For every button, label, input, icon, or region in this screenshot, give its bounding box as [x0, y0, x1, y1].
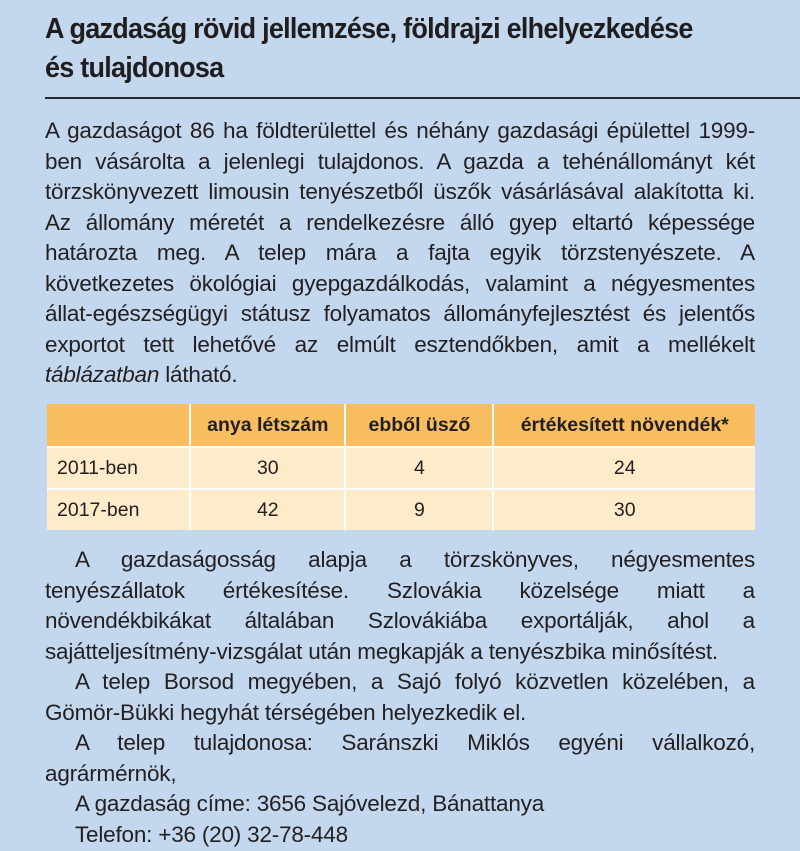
- table-row-label: 2017-ben: [47, 489, 190, 530]
- table-header-cell: [47, 404, 190, 447]
- intro-text-end: látható.: [165, 362, 238, 387]
- table-cell: 9: [345, 489, 493, 530]
- table-cell: 4: [345, 447, 493, 489]
- body-paragraph-1: A gazdaságosság alapja a törzskönyves, négyesmentes tenyészállatok értékesítése. Szlovákia közelsége miatt a növendékbikákat általában Szlovákiába exportálják, ahol a sajátteljesítmény-vizsgálat után megkapják a tenyészbika minősítést.: [45, 547, 755, 664]
- intro-text: A gazdaságot 86 ha földterülettel és néhány gazdasági épülettel 1999-ben vásárolta a jelenlegi tulajdonos. A gazda a tehénállományt két törzskönyvezett limousin tenyészetből üszők vásárlásával alakította ki. Az állomány méretét a rendelkezésre álló gyep eltartó képessége határozta meg. A telep mára a fajta egyik törzstenyészete. A következetes ökológiai gyepgazdálkodás, valamint a négyesmentes állat-egészségügyi státusz folyamatos állományfejlesztést és jelentős exportot tett lehetővé az elmúlt esztendőkben, amit a mellékelt: [45, 118, 755, 357]
- table-cell: 30: [190, 447, 345, 489]
- body-text: [45, 545, 755, 850]
- phone-line: Telefon: +36 (20) 32-78-448: [75, 821, 348, 847]
- table-row: [47, 489, 755, 530]
- table-header-cell: anya létszám: [190, 404, 345, 447]
- body-paragraph-2: A telep Borsod megyében, a Sajó folyó közvetlen közelében, a Gömör-Bükki hegyhát térségében helyezkedik el.: [45, 669, 755, 725]
- intro-paragraph: [45, 116, 755, 391]
- title-line-2: és tulajdonosa: [45, 52, 224, 84]
- table-header-cell: ebből üsző: [345, 404, 493, 447]
- title-divider: [45, 97, 800, 99]
- table-row: [47, 447, 755, 489]
- title-line-1: A gazdaság rövid jellemzése, földrajzi elhelyezkedése: [45, 13, 693, 45]
- table-row-label: 2011-ben: [47, 447, 190, 489]
- page-title: [45, 10, 733, 88]
- intro-emphasis: táblázatban: [45, 362, 160, 387]
- table-cell: 30: [493, 489, 755, 530]
- table-header-cell: értékesített növendék*: [493, 404, 755, 447]
- table-cell: 24: [493, 447, 755, 489]
- herd-table: [47, 404, 755, 530]
- table-header-row: [47, 404, 755, 447]
- address-line: A gazdaság címe: 3656 Sajóvelezd, Bánattanya: [75, 791, 545, 816]
- body-paragraph-3: A telep tulajdonosa: Saránszki Miklós egyéni vállalkozó, agrármérnök,: [45, 730, 755, 786]
- table-cell: 42: [190, 489, 345, 530]
